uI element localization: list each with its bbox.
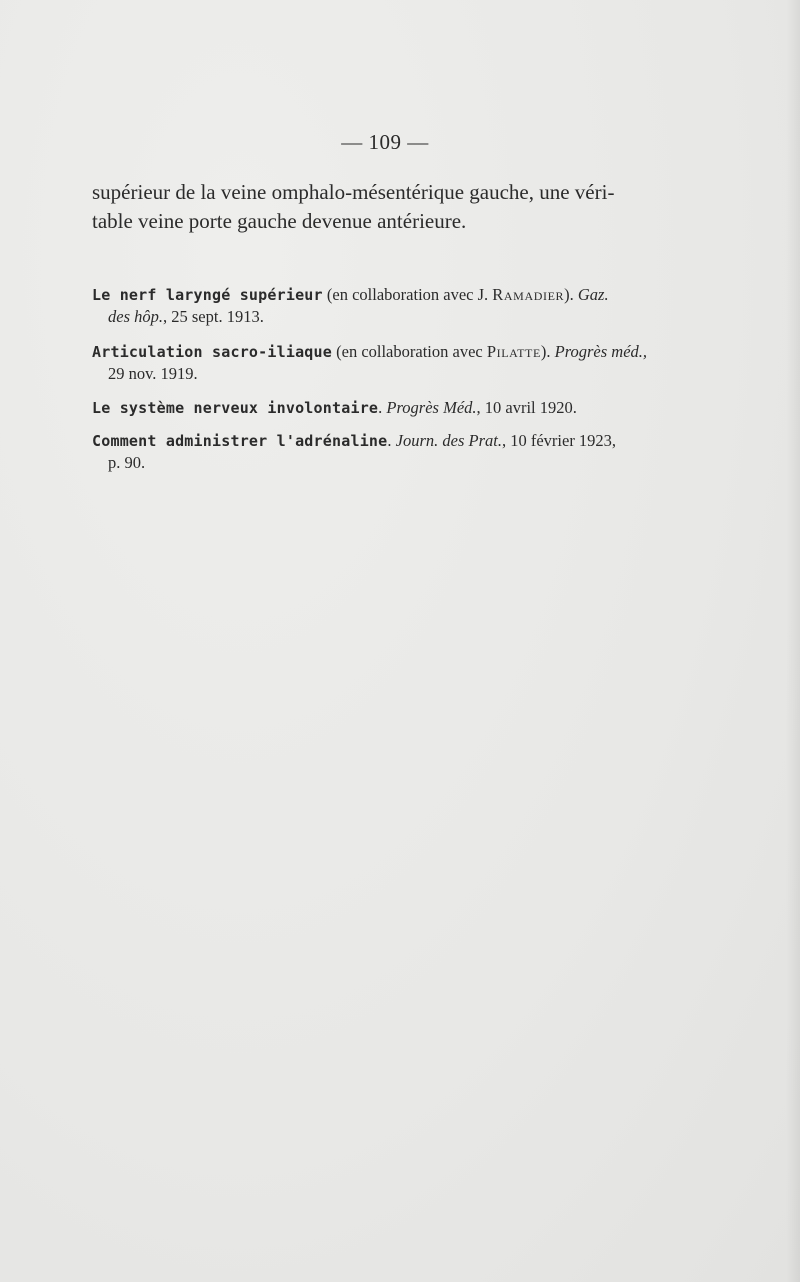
entry-text: ). <box>564 285 578 304</box>
entry-continuation <box>92 452 704 474</box>
bibliography-entry <box>92 341 704 385</box>
entry-continuation <box>92 363 704 385</box>
entry-text: . <box>387 431 396 450</box>
entry-journal: Progrès Méd. <box>386 398 477 417</box>
entry-title: Le système nerveux involontaire <box>92 399 379 417</box>
page-edge-shadow <box>786 0 800 1282</box>
entry-text: (en collaboration avec <box>332 342 487 361</box>
entry-journal: Gaz. <box>577 285 609 304</box>
entry-author: Ramadier <box>492 285 565 304</box>
entry-title: Articulation sacro-iliaque <box>92 343 332 361</box>
entry-continuation <box>92 306 704 328</box>
continuation-line-2: table veine porte gauche devenue antérieure. <box>92 209 467 233</box>
entry-text: ). <box>540 342 555 361</box>
entry-date: , 10 février 1923, <box>501 431 617 450</box>
entry-journal: des hôp. <box>108 307 163 326</box>
entry-text: (en collaboration avec J. <box>322 285 493 304</box>
entry-title: Comment administrer l'adrénaline <box>92 432 388 450</box>
entry-date: , 25 sept. 1913. <box>163 307 264 326</box>
entry-journal: Progrès méd., <box>554 342 648 361</box>
continuation-paragraph <box>92 178 704 236</box>
bibliography-entry <box>92 284 704 328</box>
entry-date: 29 nov. 1919. <box>108 364 198 383</box>
page-number: — 109 — <box>341 130 429 154</box>
bibliography-entry <box>92 430 704 474</box>
entry-date: , 10 avril 1920. <box>476 398 577 417</box>
bibliography-entry <box>92 397 704 419</box>
entry-text: . <box>378 398 387 417</box>
entry-date: p. 90. <box>108 453 146 472</box>
entry-journal: Journ. des Prat. <box>395 431 502 450</box>
entry-title: Le nerf laryngé supérieur <box>92 286 323 304</box>
continuation-line-1: supérieur de la veine omphalo-mésentérique gauche, une véri- <box>92 180 615 204</box>
entry-author: Pilatte <box>486 342 541 361</box>
